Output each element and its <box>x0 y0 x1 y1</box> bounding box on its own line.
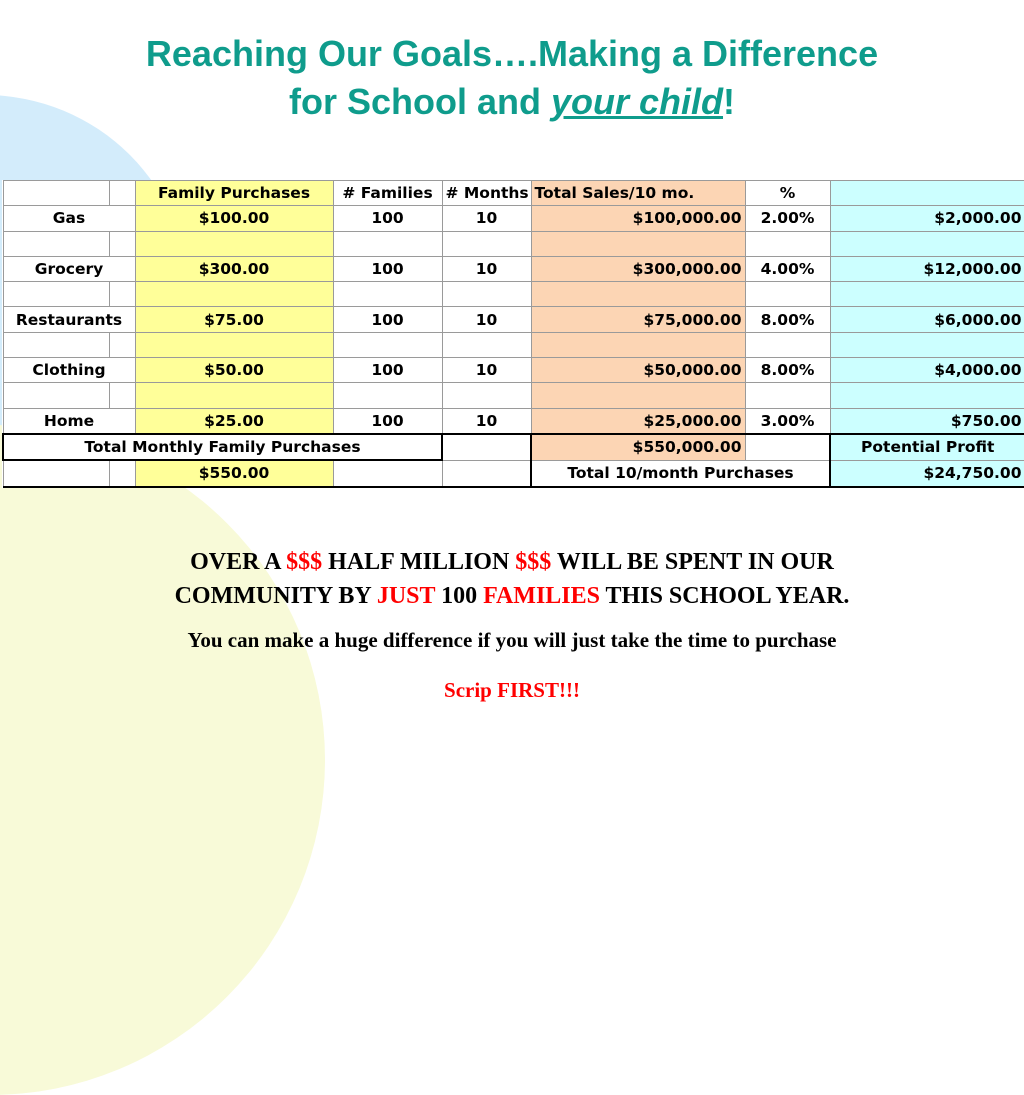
row-families: 100 <box>333 307 442 332</box>
total-sales-value: $550,000.00 <box>531 434 745 460</box>
row-families: 100 <box>333 358 442 383</box>
message-line-2 <box>0 579 1024 613</box>
row-total: $50,000.00 <box>531 358 745 383</box>
message-line-3: You can make a huge difference if you will just take the time to purchase <box>187 628 837 652</box>
row-category: Grocery <box>3 256 135 281</box>
row-purchase: $75.00 <box>135 307 333 332</box>
row-total: $75,000.00 <box>531 307 745 332</box>
row-purchase: $50.00 <box>135 358 333 383</box>
table-header-row <box>3 181 1024 206</box>
header-percent: % <box>745 181 830 206</box>
message-text: OVER A <box>190 549 287 575</box>
row-percent: 2.00% <box>745 206 830 231</box>
totals-row <box>3 460 1024 486</box>
row-total: $100,000.00 <box>531 206 745 231</box>
message-text: HALF MILLION <box>322 549 516 575</box>
table-row <box>3 408 1024 434</box>
dollar-signs: $$$ <box>286 549 323 575</box>
row-percent: 4.00% <box>745 256 830 281</box>
row-families: 100 <box>333 256 442 281</box>
message-line-1 <box>0 545 1024 579</box>
header-months: # Months <box>442 181 531 206</box>
message-line-4: Scrip FIRST!!! <box>444 678 580 702</box>
table-row <box>3 307 1024 332</box>
totals-empty-cell <box>333 460 442 486</box>
table-spacer-row <box>3 332 1024 357</box>
title-line-2-suffix: ! <box>723 81 736 122</box>
emphasis-families: FAMILIES <box>483 583 600 609</box>
title-line-2-prefix: for School and <box>288 81 551 122</box>
row-category: Clothing <box>3 358 135 383</box>
row-profit: $4,000.00 <box>830 358 1024 383</box>
table-row <box>3 358 1024 383</box>
title-line-1: Reaching Our Goals….Making a Difference <box>145 33 879 74</box>
potential-profit-value: $24,750.00 <box>830 460 1024 486</box>
table-spacer-row <box>3 282 1024 307</box>
row-category: Home <box>3 408 135 434</box>
row-profit: $6,000.00 <box>830 307 1024 332</box>
row-months: 10 <box>442 256 531 281</box>
row-purchase: $300.00 <box>135 256 333 281</box>
row-profit: $750.00 <box>830 408 1024 434</box>
total-monthly-label: Total Monthly Family Purchases <box>3 434 442 460</box>
table-row <box>3 256 1024 281</box>
row-category: Restaurants <box>3 307 135 332</box>
header-empty-cell <box>109 181 135 206</box>
header-empty-cell <box>3 181 109 206</box>
row-percent: 3.00% <box>745 408 830 434</box>
background-circle-yellow <box>0 425 325 1095</box>
table-spacer-row <box>3 383 1024 408</box>
table-row <box>3 206 1024 231</box>
message-text: WILL BE SPENT IN OUR <box>551 549 834 575</box>
header-family-purchases: Family Purchases <box>135 181 333 206</box>
row-percent: 8.00% <box>745 307 830 332</box>
row-months: 10 <box>442 408 531 434</box>
emphasis-just: JUST <box>376 583 436 609</box>
message-text: THIS SCHOOL YEAR. <box>599 583 850 609</box>
row-purchase: $25.00 <box>135 408 333 434</box>
ten-month-label: Total 10/month Purchases <box>531 460 830 486</box>
title-line-2 <box>0 78 1024 126</box>
title-emphasis: your child <box>550 81 724 122</box>
row-purchase: $100.00 <box>135 206 333 231</box>
potential-profit-label: Potential Profit <box>830 434 1024 460</box>
message-text: COMMUNITY BY <box>174 583 377 609</box>
row-percent: 8.00% <box>745 358 830 383</box>
row-families: 100 <box>333 206 442 231</box>
totals-row <box>3 434 1024 460</box>
totals-empty-cell <box>745 434 830 460</box>
header-families: # Families <box>333 181 442 206</box>
totals-empty-cell <box>3 460 109 486</box>
slide-title <box>0 30 1024 126</box>
totals-empty-cell <box>442 460 531 486</box>
totals-empty-cell <box>442 434 531 460</box>
dollar-signs: $$$ <box>515 549 552 575</box>
row-months: 10 <box>442 358 531 383</box>
scrip-goals-table <box>2 180 1024 488</box>
table-spacer-row <box>3 231 1024 256</box>
message-text: 100 <box>435 583 484 609</box>
row-months: 10 <box>442 307 531 332</box>
row-total: $25,000.00 <box>531 408 745 434</box>
row-total: $300,000.00 <box>531 256 745 281</box>
row-profit: $2,000.00 <box>830 206 1024 231</box>
header-total-sales: Total Sales/10 mo. <box>531 181 745 206</box>
row-months: 10 <box>442 206 531 231</box>
message-block <box>0 545 1024 705</box>
row-category: Gas <box>3 206 135 231</box>
total-monthly-value: $550.00 <box>135 460 333 486</box>
totals-empty-cell <box>109 460 135 486</box>
row-profit: $12,000.00 <box>830 256 1024 281</box>
header-profit <box>830 181 1024 206</box>
row-families: 100 <box>333 408 442 434</box>
